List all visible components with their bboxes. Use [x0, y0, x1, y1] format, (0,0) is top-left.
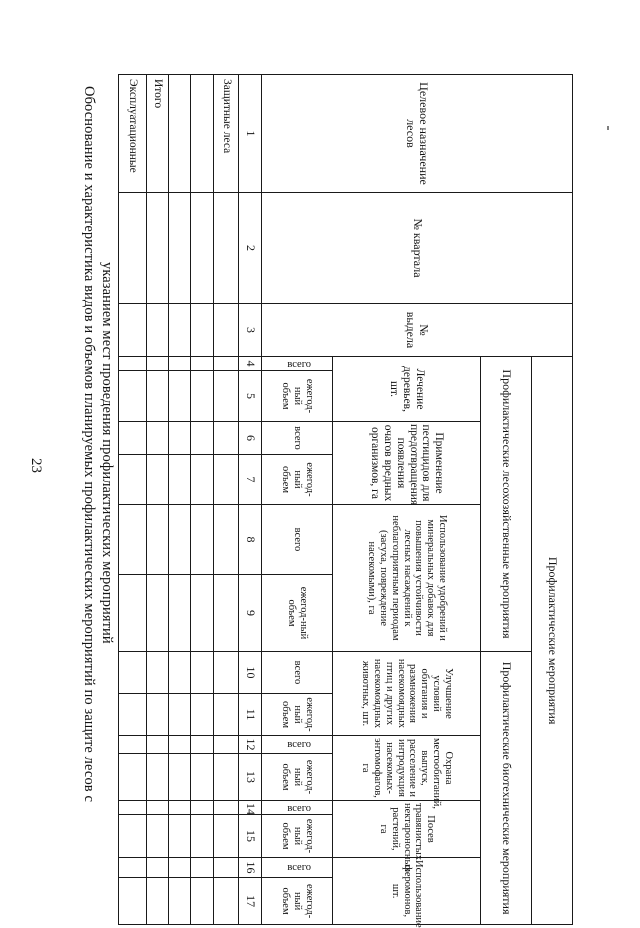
col-num: 14 — [239, 801, 261, 815]
sub-total-12 — [261, 736, 332, 754]
row-label-protective: Защитные леса — [213, 75, 239, 193]
header-plants-label: Посев травянистых нектароносных растений, га — [378, 803, 437, 872]
sub-annual-label: ежегод-ный объем — [280, 378, 315, 414]
row-label-operational: Эксплуатационные — [119, 75, 147, 193]
col-num: 10 — [239, 652, 261, 694]
col-num: 4 — [239, 357, 261, 371]
col-num: 5 — [239, 371, 261, 422]
sub-total-6 — [261, 422, 332, 455]
header-group-forestry-label: Профилактические лесохозяйственные мероприятия — [499, 369, 514, 639]
measures-table — [118, 74, 573, 928]
header-pesticides — [333, 422, 481, 505]
sub-annual-label: ежегод-ный объем — [286, 586, 309, 640]
col-num: 17 — [239, 878, 261, 925]
column-number-row — [239, 75, 261, 925]
caption-line-2: указанием мест проведения профилактических мероприятий — [99, 262, 115, 644]
sub-annual-17 — [261, 878, 332, 925]
table-row — [169, 75, 191, 925]
header-pesticides-label: Применение пестицидов для предотвращения появления очагов вредных организмов, га — [369, 424, 446, 506]
sub-total-label: всего — [287, 738, 311, 750]
col-num: 13 — [239, 754, 261, 801]
sub-annual-label: ежегод-ный объем — [280, 759, 315, 795]
sub-annual-7 — [261, 455, 332, 505]
col-num: 2 — [239, 193, 261, 304]
header-quarter-label: № квартала — [410, 218, 425, 278]
header-anthills — [333, 736, 481, 809]
col-num: 8 — [239, 505, 261, 575]
header-purpose — [261, 75, 572, 193]
header-trees — [333, 357, 481, 422]
sub-total-label: всего — [287, 359, 311, 370]
sub-annual-13 — [261, 754, 332, 801]
header-group-main-label: Профилактические мероприятия — [545, 556, 560, 725]
header-group-biotech — [481, 652, 532, 925]
col-num: 15 — [239, 815, 261, 858]
table-row-protective — [213, 75, 239, 925]
sub-total-label: всего — [287, 803, 311, 814]
header-section — [261, 304, 572, 357]
col-num: 16 — [239, 858, 261, 878]
sub-annual-label: ежегод-ный объем — [280, 697, 315, 732]
sub-total-label: всего — [291, 660, 303, 685]
col-num: 7 — [239, 455, 261, 505]
table-row-operational — [119, 75, 147, 925]
header-pheromones-label: Использование феромонов, шт. — [389, 860, 425, 928]
header-birds-label: Улучшение условий обитания и размножения насекомоядных птиц и других насекомоядных животных, шт. — [360, 658, 454, 729]
sub-total-label: всего — [291, 527, 303, 552]
sub-annual-15 — [261, 815, 332, 858]
header-purpose-label: Целевое назначение лесов — [403, 82, 432, 185]
sub-total-16 — [261, 858, 332, 878]
caption-line-1: Обоснование и характеристика видов и объемов планируемых профилактических мероприятий по защите лесов с — [81, 86, 97, 802]
col-num: 3 — [239, 304, 261, 357]
header-group-main — [532, 357, 573, 925]
table-row-itogo — [146, 75, 168, 925]
sub-total-label: всего — [287, 861, 311, 873]
col-num: 11 — [239, 694, 261, 736]
header-group-biotech-label: Профилактические биотехнические мероприятия — [499, 661, 514, 915]
header-quarter — [261, 193, 572, 304]
header-fertilizers — [333, 505, 481, 652]
col-num: 1 — [239, 75, 261, 193]
col-num: 9 — [239, 575, 261, 652]
sub-total-8 — [261, 505, 332, 575]
header-anthills-label: Охрана местообитаний, выпуск, расселение и интродукция насекомых-энтомофагов, га — [360, 738, 454, 809]
col-num: 6 — [239, 422, 261, 455]
sub-annual-5 — [261, 371, 332, 422]
header-group-forestry — [481, 357, 532, 652]
table-row — [191, 75, 213, 925]
row-label-itogo: Итого — [146, 75, 168, 193]
sub-annual-9 — [261, 575, 332, 652]
sub-annual-label: ежегод-ный объем — [280, 462, 315, 497]
page-number: 23 — [28, 458, 44, 473]
sub-total-14 — [261, 801, 332, 815]
sub-total-label: всего — [291, 426, 303, 450]
sub-annual-label: ежегод-ный объем — [280, 883, 315, 919]
header-birds — [333, 652, 481, 736]
measures-table-wrapper — [118, 74, 573, 928]
col-num: 12 — [239, 736, 261, 754]
header-pheromones — [333, 858, 481, 928]
header-trees-label: Лечение деревьев, шт. — [388, 366, 427, 412]
header-section-label: № выдела — [403, 311, 432, 349]
sub-total-10 — [261, 652, 332, 694]
sub-annual-label: ежегод-ный объем — [280, 818, 315, 854]
sub-total-4 — [261, 357, 332, 371]
scan-speck — [607, 128, 609, 130]
header-plants — [333, 801, 481, 872]
header-fertilizers-label: Использование удобрений и минеральных добавок для повышения устойчивости лесных насаждений к неблагоприятным периодам (засуха, повреждение насекомыми), га — [366, 515, 448, 641]
sub-annual-11 — [261, 694, 332, 736]
